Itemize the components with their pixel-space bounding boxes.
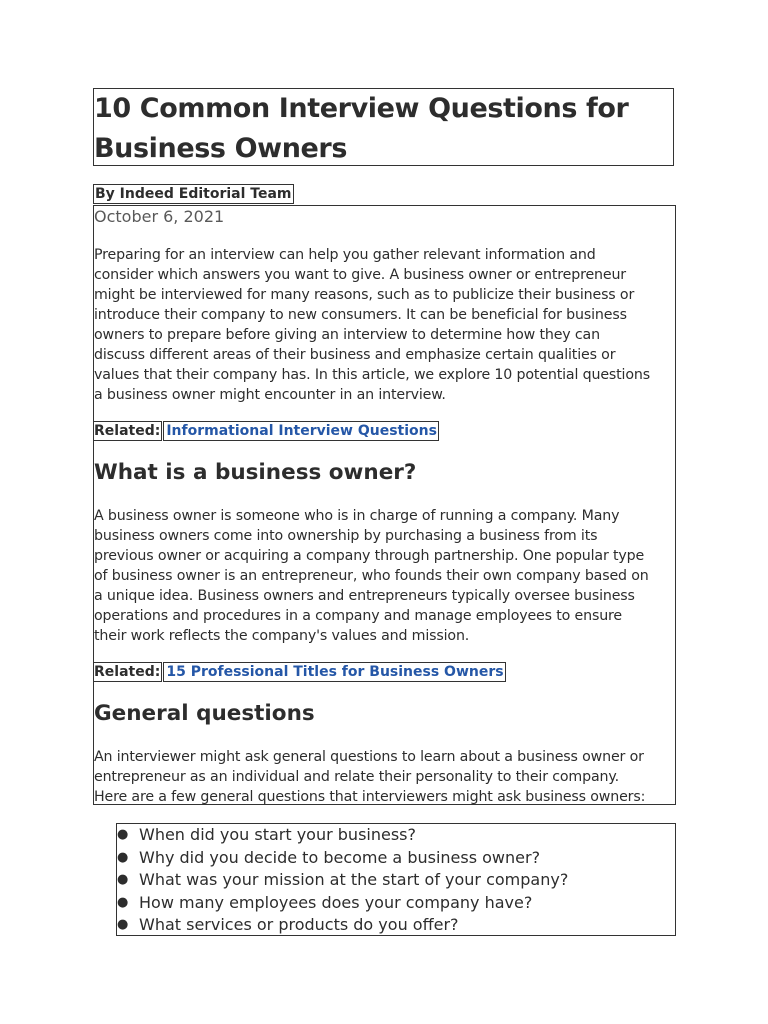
general-questions-paragraph xyxy=(94,747,677,807)
article-title-box xyxy=(93,88,674,166)
related-link-professional-titles[interactable]: 15 Professional Titles for Business Owners xyxy=(163,662,505,682)
bullet-icon: ● xyxy=(117,849,129,865)
list-item xyxy=(117,869,675,892)
paragraph-line: Here are a few general questions that interviewers might ask business owners: xyxy=(94,789,646,805)
related-link-informational-interview[interactable]: Informational Interview Questions xyxy=(163,421,439,441)
intro-line: might be interviewed for many reasons, such as to publicize their business or xyxy=(94,287,635,303)
bullet-icon: ● xyxy=(117,872,129,887)
paragraph-line: their work reflects the company's values and mission. xyxy=(94,628,470,644)
question-text: Why did you decide to become a business owner? xyxy=(139,847,541,867)
author-byline[interactable]: By Indeed Editorial Team xyxy=(95,186,292,202)
question-text: When did you start your business? xyxy=(139,825,416,844)
related-label: Related: xyxy=(94,664,161,680)
business-owner-paragraph xyxy=(94,506,677,646)
intro-line: owners to prepare before giving an interview to determine how they can xyxy=(94,327,600,343)
questions-list-box xyxy=(116,823,676,936)
paragraph-line: A business owner is someone who is in charge of running a company. Many xyxy=(94,508,620,524)
related-label: Related: xyxy=(94,423,161,439)
list-item xyxy=(117,892,675,915)
question-text: How many employees does your company have? xyxy=(139,892,533,912)
paragraph-line: entrepreneur as an individual and relate their personality to their company. xyxy=(94,769,619,785)
related-link-row-1 xyxy=(94,421,439,441)
article-title-line-2: Business Owners xyxy=(94,133,348,164)
question-text: What was your mission at the start of your company? xyxy=(139,870,569,889)
bullet-icon: ● xyxy=(117,894,129,910)
intro-line: consider which answers you want to give. A business owner or entrepreneur xyxy=(94,267,626,283)
publish-date: October 6, 2021 xyxy=(94,207,225,226)
intro-line: Preparing for an interview can help you gather relevant information and xyxy=(94,247,596,263)
intro-paragraph xyxy=(94,245,677,405)
intro-line: discuss different areas of their business and emphasize certain qualities or xyxy=(94,347,616,363)
general-questions-list xyxy=(117,824,675,937)
section-heading-business-owner: What is a business owner? xyxy=(94,460,417,485)
article-title xyxy=(94,89,673,169)
intro-line: a business owner might encounter in an interview. xyxy=(94,387,446,403)
article-body xyxy=(93,205,676,805)
list-item xyxy=(117,824,675,847)
paragraph-line: operations and procedures in a company and manage employees to ensure xyxy=(94,608,622,624)
bullet-icon: ● xyxy=(117,827,129,842)
question-text: What services or products do you offer? xyxy=(139,915,459,934)
paragraph-line: An interviewer might ask general questions to learn about a business owner or xyxy=(94,749,644,765)
list-item xyxy=(117,847,675,870)
related-link-row-2 xyxy=(94,662,506,682)
intro-line: introduce their company to new consumers. It can be beneficial for business xyxy=(94,307,627,323)
list-item xyxy=(117,914,675,937)
bullet-icon: ● xyxy=(117,917,129,932)
intro-line: values that their company has. In this article, we explore 10 potential questions xyxy=(94,367,650,383)
article-title-line-1: 10 Common Interview Questions for xyxy=(94,93,629,124)
paragraph-line: a unique idea. Business owners and entrepreneurs typically oversee business xyxy=(94,588,635,604)
paragraph-line: of business owner is an entrepreneur, who founds their own company based on xyxy=(94,568,649,584)
paragraph-line: business owners come into ownership by purchasing a business from its xyxy=(94,528,598,544)
paragraph-line: previous owner or acquiring a company through partnership. One popular type xyxy=(94,548,645,564)
section-heading-general-questions: General questions xyxy=(94,701,315,726)
